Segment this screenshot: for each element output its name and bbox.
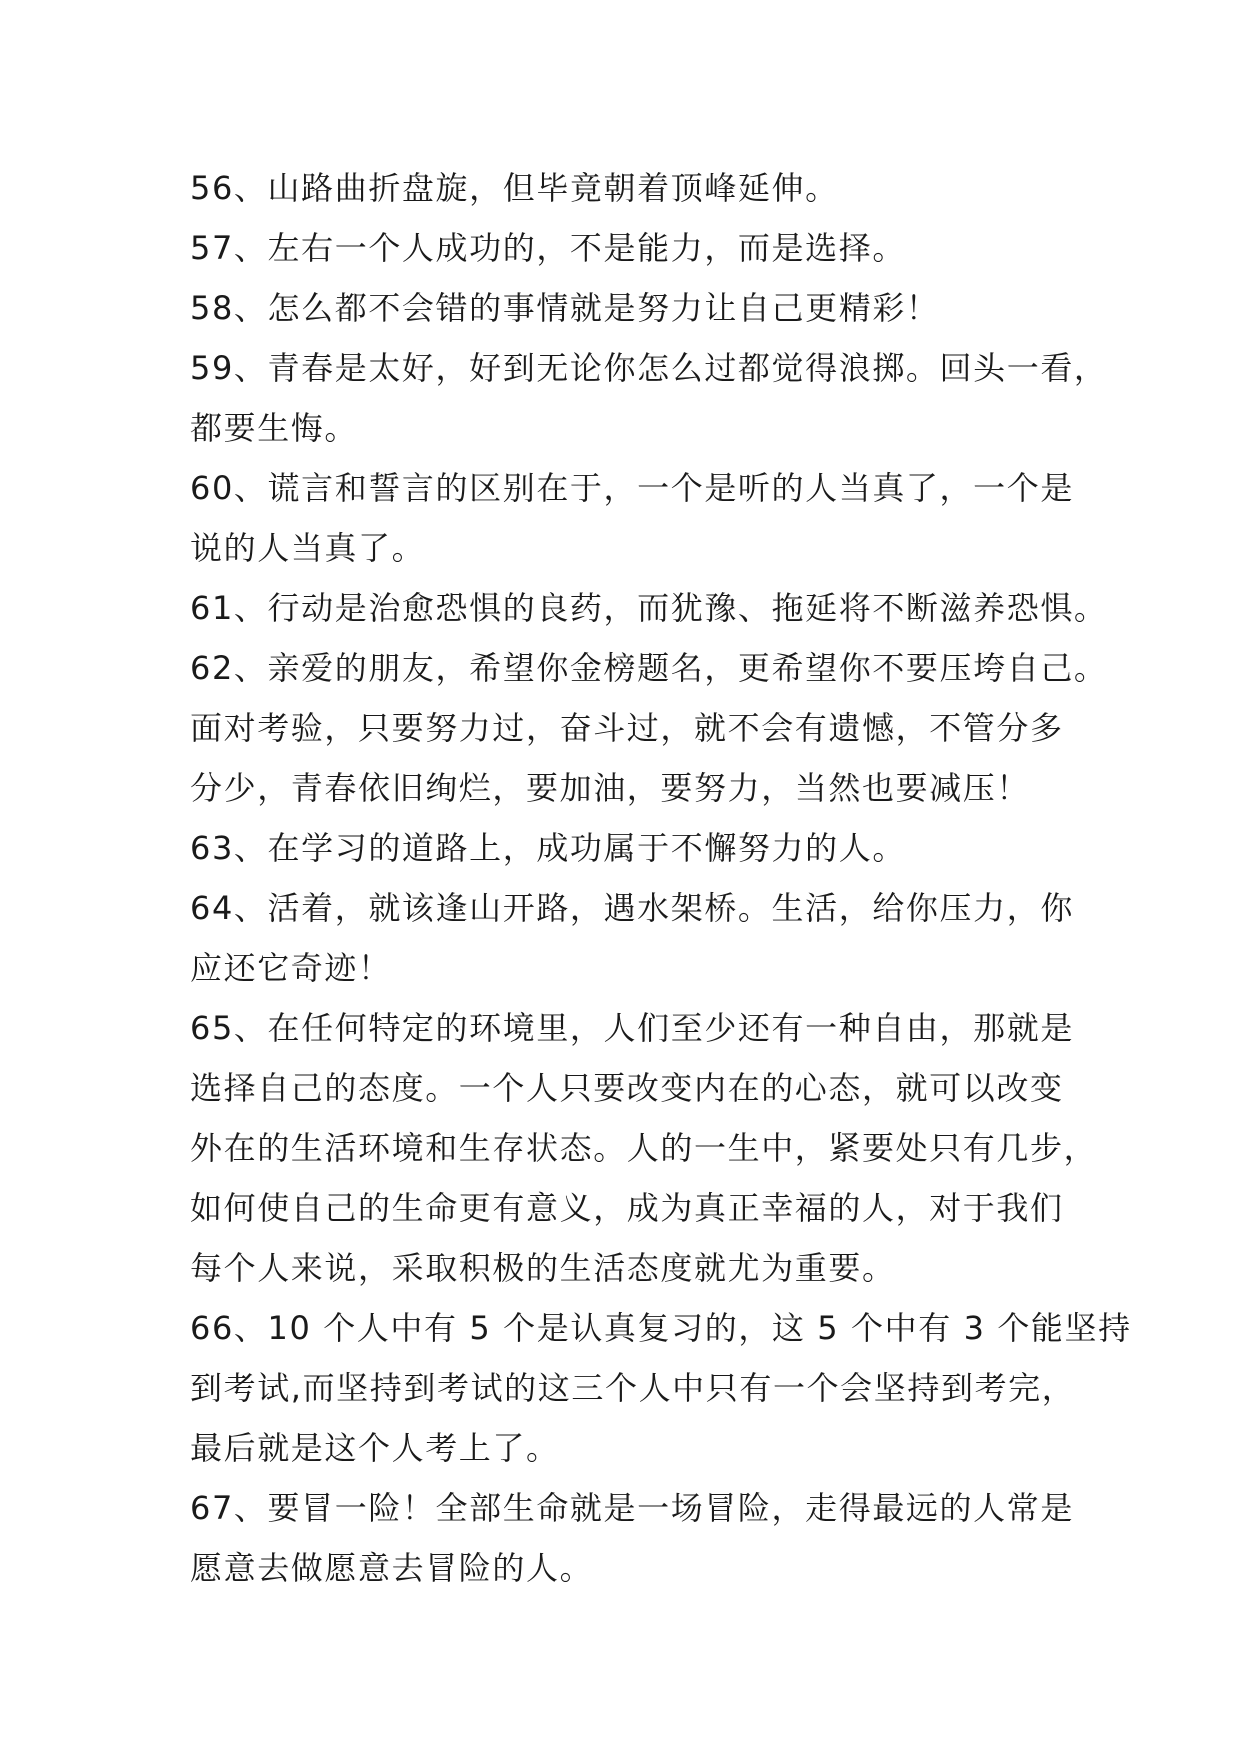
quote-line: 61、行动是治愈恐惧的良药，而犹豫、拖延将不断滋养恐惧。 [190,589,1108,627]
quote-line: 外在的生活环境和生存状态。人的一生中，紧要处只有几步， [190,1129,1098,1167]
quote-line: 64、活着，就该逢山开路，遇水架桥。生活，给你压力，你 [190,889,1074,927]
quote-line: 说的人当真了。 [190,529,426,567]
quote-item-66 [190,1298,1132,1478]
quote-line: 都要生悔。 [190,409,359,447]
quote-item-62 [190,638,1108,818]
quote-item-60 [190,458,1074,578]
quote-line: 65、在任何特定的环境里，人们至少还有一种自由，那就是 [190,1009,1074,1047]
quote-item-64 [190,878,1074,998]
quote-line: 56、山路曲折盘旋，但毕竟朝着顶峰延伸。 [190,169,839,207]
quote-line: 分少，青春依旧绚烂，要加油，要努力，当然也要减压！ [190,769,1031,807]
quote-line: 66、10 个人中有 5 个是认真复习的，这 5 个中有 3 个能坚持 [190,1309,1132,1347]
quote-item-67 [190,1478,1074,1598]
quote-item-63 [190,818,1060,878]
quote-line: 选择自己的态度。一个人只要改变内在的心态，就可以改变 [190,1069,1064,1107]
quote-line: 愿意去做愿意去冒险的人。 [190,1549,594,1587]
document-body [190,158,1132,1598]
quote-line: 应还它奇迹！ [190,949,392,987]
quote-line: 59、青春是太好，好到无论你怎么过都觉得浪掷。回头一看， [190,349,1108,387]
quote-line: 最后就是这个人考上了。 [190,1429,560,1467]
quote-line: 面对考验，只要努力过，奋斗过，就不会有遗憾，不管分多 [190,709,1064,747]
quote-item-57 [190,218,1060,278]
quote-item-56 [190,158,1060,218]
quote-item-59 [190,338,1108,458]
quote-line: 如何使自己的生命更有意义，成为真正幸福的人，对于我们 [190,1189,1064,1227]
quote-line: 57、左右一个人成功的，不是能力，而是选择。 [190,229,906,267]
quote-item-61 [190,578,1108,638]
quote-line: 到考试,而坚持到考试的这三个人中只有一个会坚持到考完， [190,1369,1076,1407]
quote-line: 62、亲爱的朋友，希望你金榜题名，更希望你不要压垮自己。 [190,649,1108,687]
quote-line: 58、怎么都不会错的事情就是努力让自己更精彩！ [190,289,940,327]
quote-item-65 [190,998,1098,1298]
quote-line: 每个人来说，采取积极的生活态度就尤为重要。 [190,1249,896,1287]
quote-line: 67、要冒一险！全部生命就是一场冒险，走得最远的人常是 [190,1489,1074,1527]
quote-line: 63、在学习的道路上，成功属于不懈努力的人。 [190,829,906,867]
quote-line: 60、谎言和誓言的区别在于，一个是听的人当真了，一个是 [190,469,1074,507]
quote-item-58 [190,278,1060,338]
